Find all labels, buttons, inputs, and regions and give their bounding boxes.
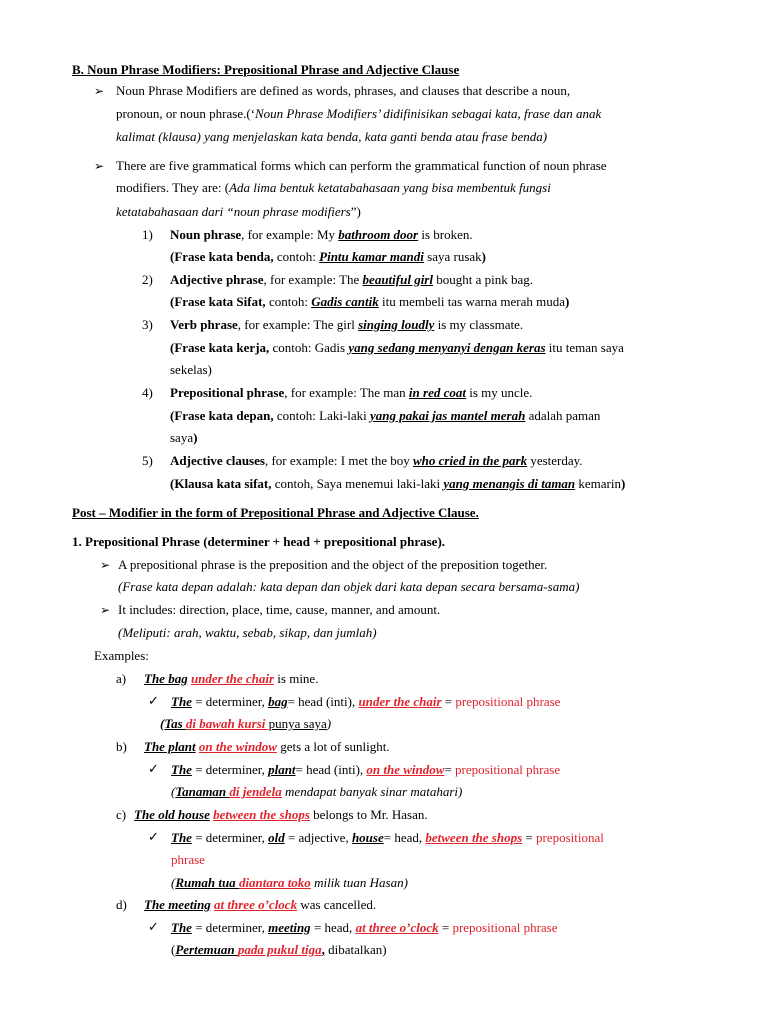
arrow-bullet-icon: ➢ — [94, 84, 105, 98]
checkmark-icon: ✓ — [148, 761, 159, 776]
checkmark-icon: ✓ — [148, 919, 159, 934]
arrow-bullet-icon: ➢ — [100, 603, 111, 617]
list-number: 2) — [142, 272, 153, 287]
paragraph-line: pronoun, or noun phrase.(‘Noun Phrase Modifiers’ didifinisikan sebagai kata, frase dan anak — [116, 106, 602, 121]
section-heading: 1. Prepositional Phrase (determiner + head + prepositional phrase). — [72, 534, 446, 549]
list-item: Noun phrase, for example: My bathroom door is broken. — [170, 227, 473, 242]
example-breakdown: The = determiner, meeting = head, at three o’clock = prepositional phrase — [171, 920, 558, 935]
paragraph-line: kalimat (klausa) yang menjelaskan kata benda, kata ganti benda atau frase benda) — [116, 129, 548, 144]
example-sentence: The plant on the window gets a lot of sunlight. — [144, 739, 390, 754]
checkmark-icon: ✓ — [148, 693, 159, 708]
arrow-bullet-icon: ➢ — [100, 558, 111, 572]
paragraph-line: ketatabahasaan dari “noun phrase modifiers”) — [116, 204, 361, 219]
list-item-translation: (Frase kata depan, contoh: Laki-laki yang pakai jas mantel merah adalah paman — [170, 408, 601, 423]
list-number: 3) — [142, 317, 153, 332]
list-item: Adjective clauses, for example: I met the boy who cried in the park yesterday. — [170, 453, 583, 468]
example-breakdown: The = determiner, plant= head (inti), on the window= prepositional phrase — [171, 762, 561, 777]
subsection-title: Post – Modifier in the form of Prepositional Phrase and Adjective Clause. — [72, 505, 479, 520]
list-item-translation: sekelas) — [170, 362, 212, 377]
paragraph-line: Noun Phrase Modifiers are defined as words, phrases, and clauses that describe a noun, — [116, 83, 571, 98]
paragraph-line: A prepositional phrase is the preposition and the object of the preposition together. — [118, 557, 548, 572]
example-breakdown: The = determiner, old = adjective, house= head, between the shops = prepositional — [171, 830, 604, 845]
example-sentence: The bag under the chair is mine. — [144, 671, 319, 686]
arrow-bullet-icon: ➢ — [94, 159, 105, 173]
example-letter: b) — [116, 739, 127, 754]
paragraph-line: There are five grammatical forms which can perform the grammatical function of noun phrase — [116, 158, 607, 173]
list-item-translation: (Frase kata Sifat, contoh: Gadis cantik itu membeli tas warna merah muda) — [170, 294, 570, 309]
example-letter: a) — [116, 671, 127, 686]
list-number: 5) — [142, 453, 153, 468]
list-item: Adjective phrase, for example: The beautiful girl bought a pink bag. — [170, 272, 533, 287]
list-item-translation: (Frase kata benda, contoh: Pintu kamar mandi saya rusak) — [170, 249, 486, 264]
paragraph-line: It includes: direction, place, time, cause, manner, and amount. — [118, 602, 441, 617]
checkmark-icon: ✓ — [148, 829, 159, 844]
example-sentence: The old house between the shops belongs to Mr. Hasan. — [134, 807, 428, 822]
paragraph-line: (Frase kata depan adalah: kata depan dan objek dari kata depan secara bersama-sama) — [118, 579, 580, 594]
example-letter: c) — [116, 807, 127, 822]
section-title: B. Noun Phrase Modifiers: Prepositional Phrase and Adjective Clause — [72, 62, 460, 77]
list-item-translation: (Klausa kata sifat, contoh, Saya menemui laki-laki yang menangis di taman kemarin) — [170, 476, 626, 491]
example-translation: (Pertemuan pada pukul tiga, dibatalkan) — [171, 942, 387, 957]
example-breakdown: phrase — [171, 852, 205, 867]
example-letter: d) — [116, 897, 127, 912]
list-item: Prepositional phrase, for example: The man in red coat is my uncle. — [170, 385, 533, 400]
example-translation: (Tanaman di jendela mendapat banyak sinar matahari) — [171, 784, 463, 799]
example-translation: (Tas di bawah kursi punya saya) — [160, 716, 332, 731]
list-number: 4) — [142, 385, 153, 400]
list-number: 1) — [142, 227, 153, 242]
example-breakdown: The = determiner, bag= head (inti), under the chair = prepositional phrase — [171, 694, 561, 709]
list-item: Verb phrase, for example: The girl singing loudly is my classmate. — [170, 317, 524, 332]
examples-label: Examples: — [94, 648, 149, 663]
paragraph-line: modifiers. They are: (Ada lima bentuk ketatabahasaan yang bisa membentuk fungsi — [116, 180, 551, 195]
paragraph-line: (Meliputi: arah, waktu, sebab, sikap, dan jumlah) — [118, 625, 377, 640]
example-sentence: The meeting at three o’clock was cancelled. — [144, 897, 377, 912]
list-item-translation: saya) — [170, 430, 198, 445]
example-translation: (Rumah tua diantara toko milik tuan Hasan) — [171, 875, 408, 890]
list-item-translation: (Frase kata kerja, contoh: Gadis yang sedang menyanyi dengan keras itu teman saya — [170, 340, 624, 355]
